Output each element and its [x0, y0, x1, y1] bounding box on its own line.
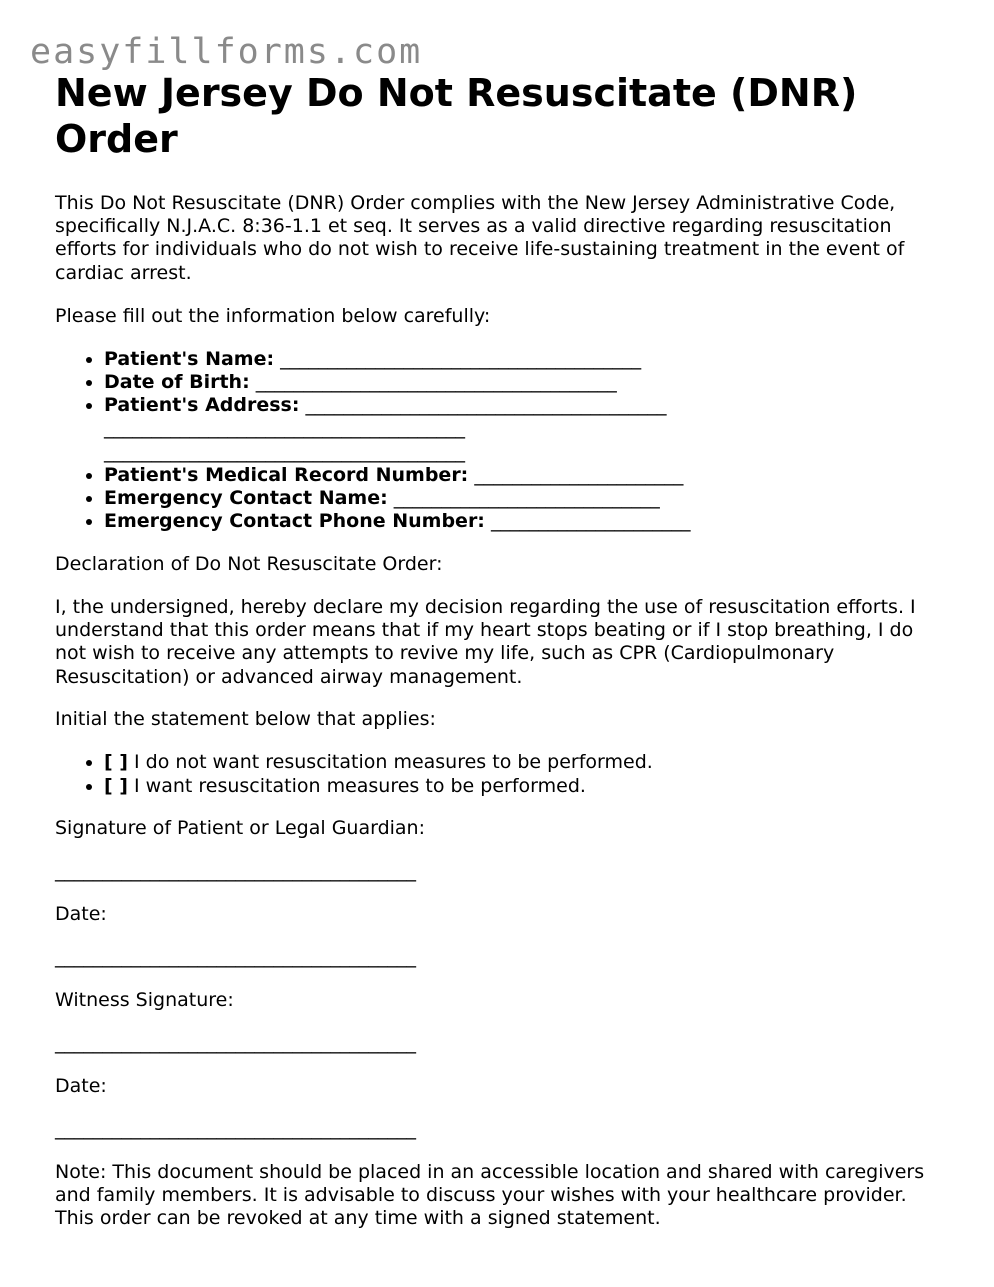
field-emergency-contact-phone [104, 510, 955, 533]
intro-paragraph: This Do Not Resuscitate (DNR) Order complies with the New Jersey Administrative Code, specifically N.J.A.C. 8:36-1.1 et seq. It serves as a valid directive regarding resuscitation efforts for individuals who do not wish to receive life-sustaining treatment in the event of cardiac arrest. [55, 192, 905, 284]
declaration-heading: Declaration of Do Not Resuscitate Order: [55, 553, 443, 576]
document-page [55, 70, 955, 1230]
patient-address-line-2[interactable]: ______________________________________ [104, 417, 465, 440]
field-label: Patient's Medical Record Number: [104, 463, 469, 486]
date-of-birth-blank[interactable]: ______________________________________ [255, 370, 617, 393]
patient-name-blank[interactable]: ______________________________________ [280, 347, 642, 370]
emergency-contact-name-blank[interactable]: ____________________________ [393, 486, 660, 509]
document-title: New Jersey Do Not Resuscitate (DNR) Order [55, 71, 858, 161]
field-patient-address [104, 394, 955, 464]
option-no-resuscitation [104, 751, 955, 774]
watermark: easyfillforms.com [30, 32, 423, 72]
option-text: I want resuscitation measures to be performed. [134, 774, 586, 797]
field-label: Emergency Contact Phone Number: [104, 510, 485, 533]
field-label: Date of Birth: [104, 370, 250, 393]
witness-signature-line[interactable]: ______________________________________ [55, 1031, 416, 1054]
resuscitation-options [55, 751, 955, 797]
initial-prompt: Initial the statement below that applies: [55, 708, 436, 731]
witness-signature-label: Witness Signature: [55, 988, 234, 1011]
field-label: Patient's Address: [104, 394, 300, 417]
medical-record-number-blank[interactable]: ______________________ [474, 463, 684, 486]
field-medical-record-number [104, 464, 955, 487]
patient-address-line-3[interactable]: ______________________________________ [104, 440, 465, 463]
field-patient-name [104, 348, 955, 371]
patient-signature-label: Signature of Patient or Legal Guardian: [55, 817, 425, 840]
patient-date-line[interactable]: ______________________________________ [55, 946, 416, 969]
patient-signature-line[interactable]: ______________________________________ [55, 860, 416, 883]
option-want-resuscitation [104, 775, 955, 798]
field-date-of-birth [104, 371, 955, 394]
patient-address-blank[interactable]: ______________________________________ [305, 394, 667, 417]
note-paragraph: Note: This document should be placed in an accessible location and shared with caregivers and family members. It is advisable to discuss your wishes with your healthcare provider. This order can be revoked at any time with a signed statement. [55, 1160, 925, 1229]
patient-date-label: Date: [55, 903, 107, 926]
witness-date-label: Date: [55, 1074, 107, 1097]
initial-box[interactable]: [ ] [104, 774, 128, 797]
witness-date-line[interactable]: ______________________________________ [55, 1117, 416, 1140]
field-label: Emergency Contact Name: [104, 486, 388, 509]
field-emergency-contact-name [104, 487, 955, 510]
option-text: I do not want resuscitation measures to be performed. [134, 751, 653, 774]
initial-box[interactable]: [ ] [104, 751, 128, 774]
emergency-contact-phone-blank[interactable]: _____________________ [490, 510, 691, 533]
instructions-text: Please fill out the information below carefully: [55, 304, 491, 327]
field-label: Patient's Name: [104, 347, 275, 370]
declaration-text: I, the undersigned, hereby declare my decision regarding the use of resuscitation efforts. I understand that this order means that if my heart stops beating or if I stop breathing, I do not wish to receive any attempts to revive my life, such as CPR (Cardiopulmonary Resuscitation) or advanced airway management. [55, 595, 916, 688]
patient-fields-list [55, 348, 955, 534]
